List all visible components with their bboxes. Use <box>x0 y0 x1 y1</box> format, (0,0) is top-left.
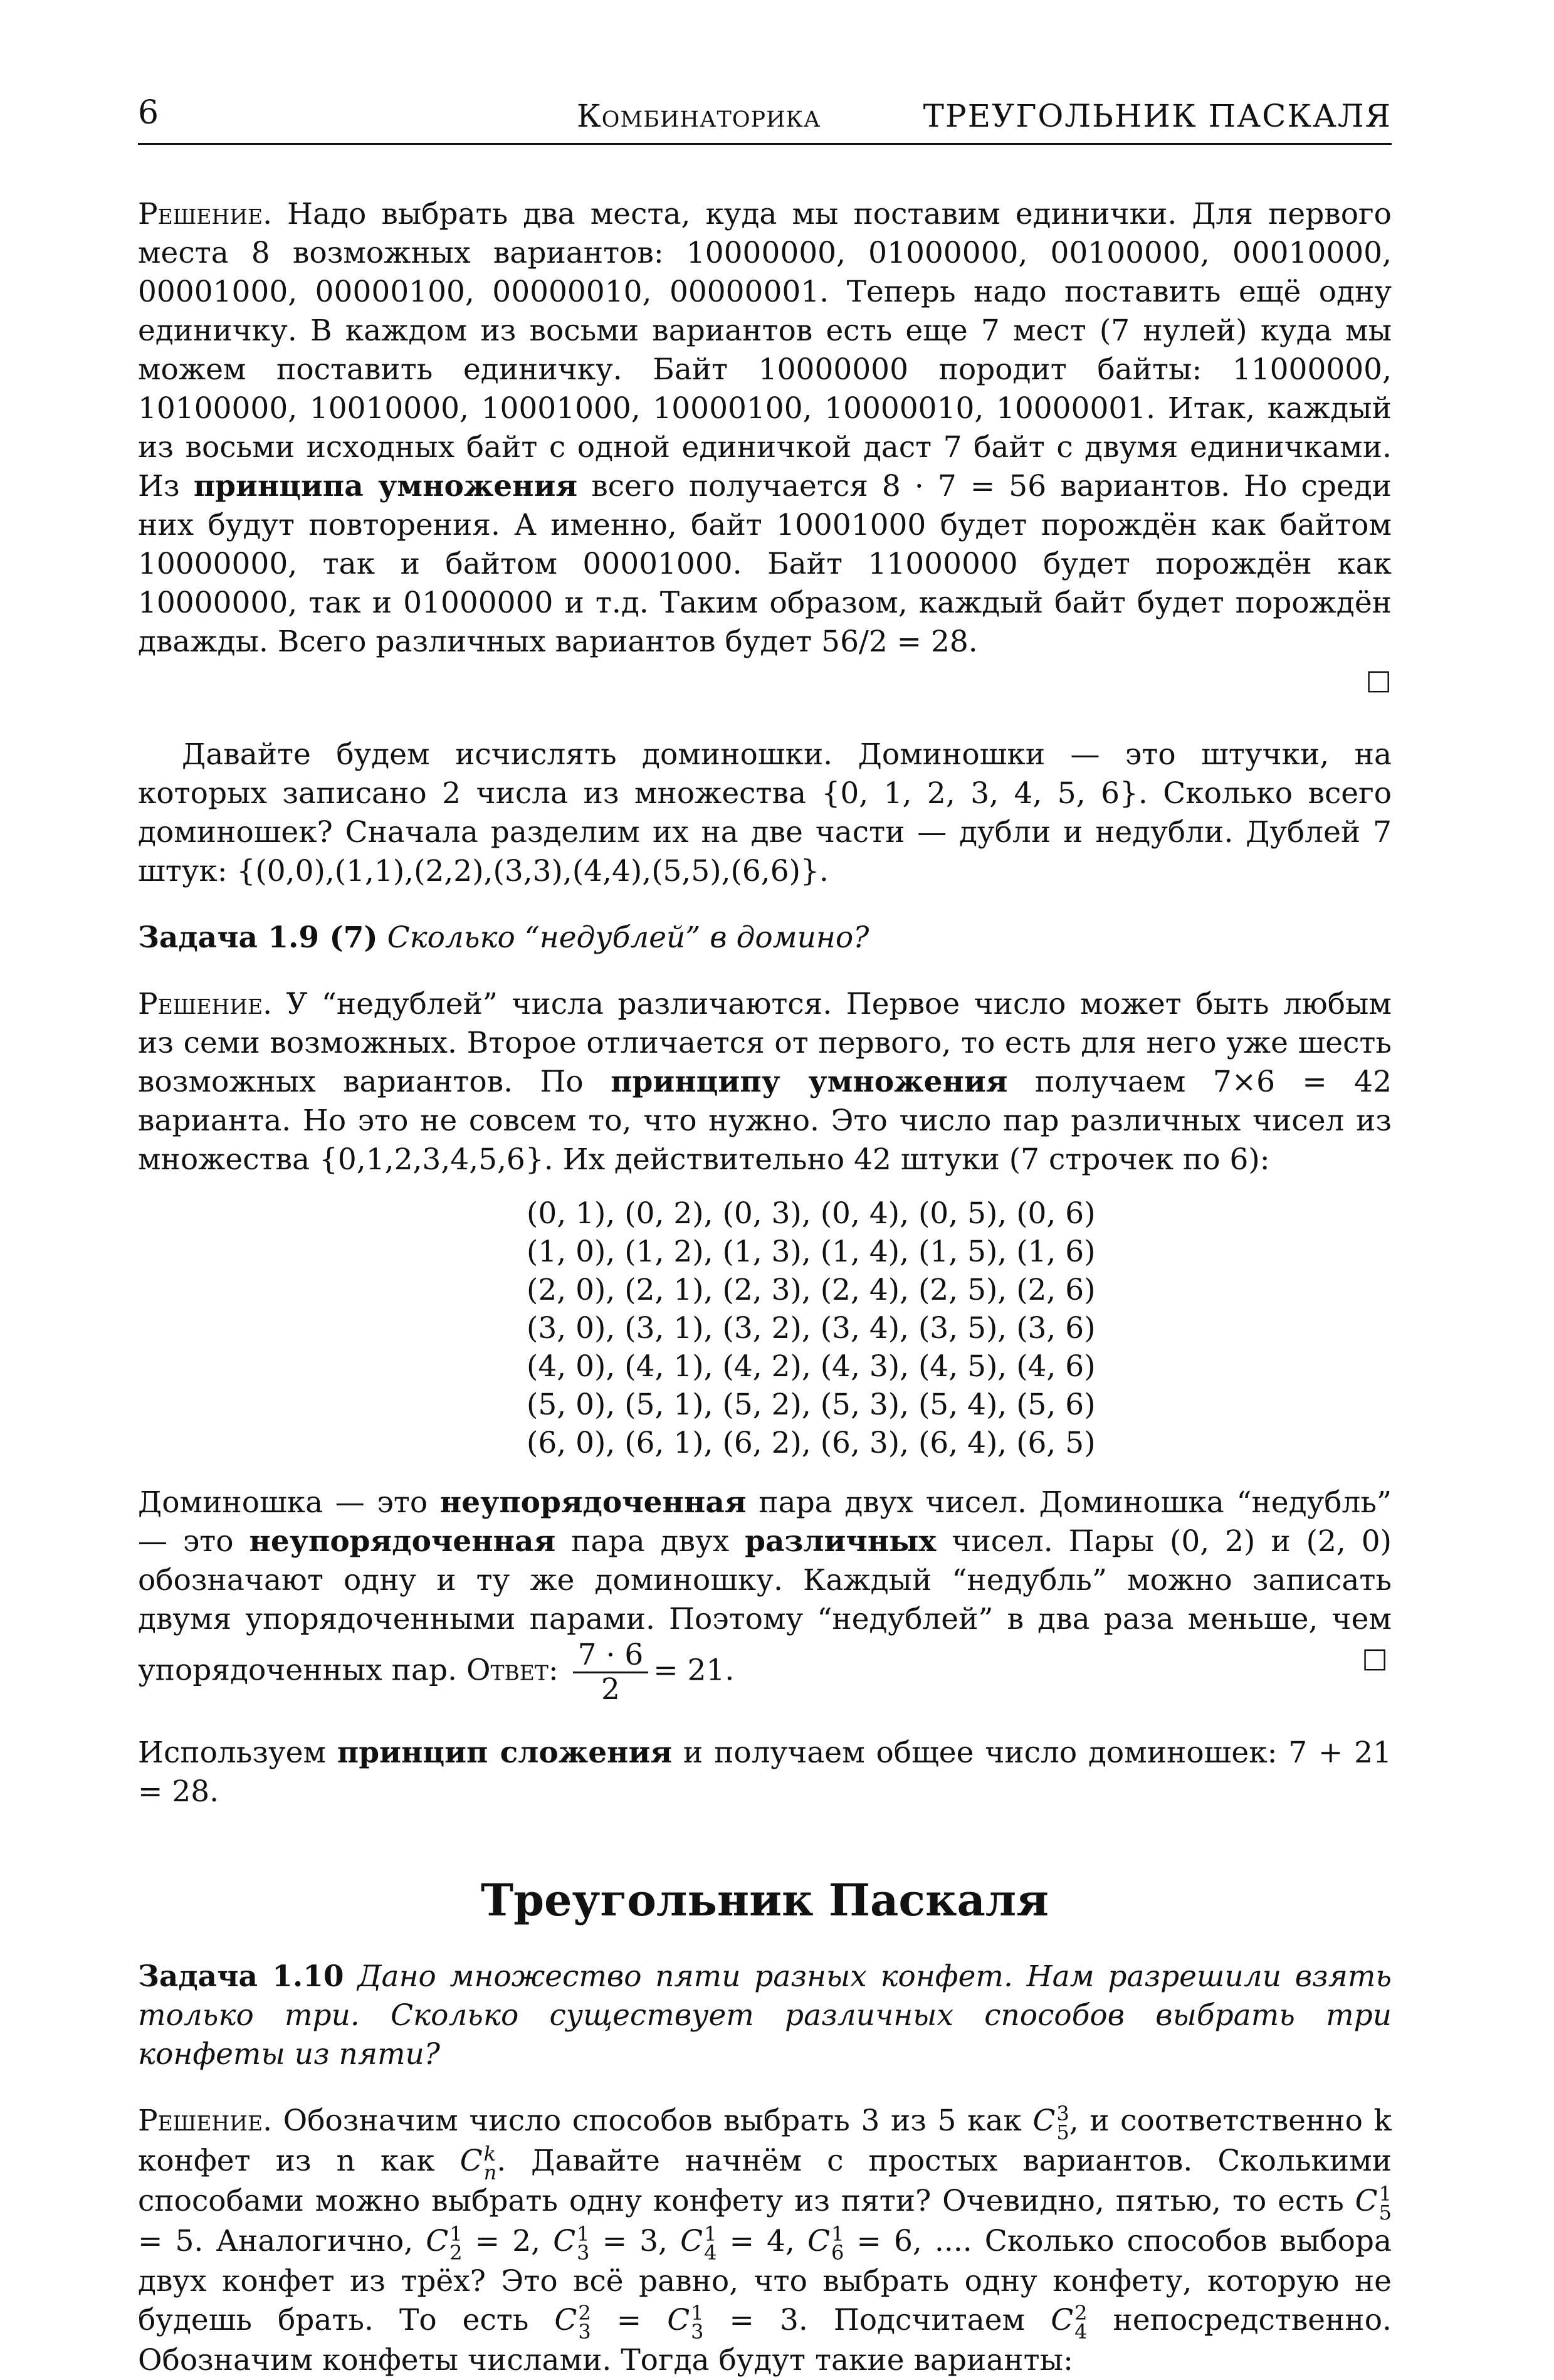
unordered-pair-paragraph: Доминошка — это неупорядоченная пара двух чисел. Доминошка “недубль” — это неупорядоченная пара двух различных чисел. Пары (0, 2) и (2, 0) обозначают одну и ту же доминошку. Каждый “недубль” можно записать двумя упорядоченными парами. Поэтому “недублей” в два раза меньше, чем упорядоченных пар. Ответ: $\frac{7 \cdot 6}{2}$ = 21. □ <box>138 1485 1392 1707</box>
solution-paragraph-1: Решение. Надо выбрать два места, куда мы поставим единички. Для первого места 8 возможных вариантов: 10000000, 01000000, 00100000, 00010000, 00001000, 00000100, 00000010, 00000001. Теперь надо поставить ещё одну единичку. В каждом из восьми вариантов есть еще 7 мест (7 нулей) куда мы можем поставить единичку. Байт 10000000 породит байты: 11000000, 10100000, 10010000, 10001000, 10000100, 10000010, 10000001. Итак, каждый из восьми исходных байт с одной единичкой даст 7 байт с двумя единичками. Из принципа умножения всего получается 8 · 7 = 56 вариантов. Но среди них будут повторения. А именно, байт 10001000 будет порождён как байтом 10000000, так и байтом 00001000. Байт 11000000 будет порождён как 10000000, так и 01000000 и т.д. Таким образом, каждый байт будет порождён дважды. Всего различных вариантов будет 56/2 = 28. <box>138 197 1392 659</box>
header-section: Комбинаторика <box>577 98 821 134</box>
solution-paragraph-2: Решение. У “недублей” числа различаются. Первое число может быть любым из семи возможных. Второе отличается от первого, то есть для него уже шесть возможных вариантов. По принципу умножения получаем 7×6 = 42 варианта. Но это не совсем то, что нужно. Это число пар различных чисел из множества {0,1,2,3,4,5,6}. Их действительно 42 штуки (7 строчек по 6): <box>138 987 1392 1177</box>
task-label: Задача 1.9 (7) <box>138 920 378 955</box>
pairs-row: (2, 0), (2, 1), (2, 3), (2, 4), (2, 5), (2, 6) <box>527 1273 1096 1307</box>
qed-mark: □ <box>1365 664 1392 696</box>
header-title: ТРЕУГОЛЬНИК ПАСКАЛЯ <box>923 98 1392 134</box>
pairs-row: (6, 0), (6, 1), (6, 2), (6, 3), (6, 4), (6, 5) <box>527 1426 1096 1460</box>
answer-fraction: $\frac{7 \cdot 6}{2}$ <box>573 1639 649 1706</box>
ordered-pairs-list <box>527 1194 1096 1462</box>
qed-mark-inline: □ <box>1362 1642 1388 1674</box>
pairs-row: (5, 0), (5, 1), (5, 2), (5, 3), (5, 4), (5, 6) <box>527 1387 1096 1422</box>
running-header <box>138 94 1392 145</box>
page-number: 6 <box>138 94 159 132</box>
task-1-10: Задача 1.10 Дано множество пяти разных конфет. Нам разрешили взять только три. Сколько существует различных способов выбрать три конфеты из пяти? <box>138 1959 1392 2072</box>
answer-label: Ответ: <box>466 1653 559 1688</box>
dominoes-paragraph: Давайте будем исчислять доминошки. Доминошки — это штучки, на которых записано 2 числа из множества {0, 1, 2, 3, 4, 5, 6}. Сколько всего доминошек? Сначала разделим их на две части — дубли и недубли. Дублей 7 штук: {(0,0),(1,1),(2,2),(3,3),(4,4),(5,5),(6,6)}. <box>138 737 1392 888</box>
pairs-row: (1, 0), (1, 2), (1, 3), (1, 4), (1, 5), (1, 6) <box>527 1235 1096 1269</box>
pairs-row: (3, 0), (3, 1), (3, 2), (3, 4), (3, 5), (3, 6) <box>527 1311 1096 1345</box>
task-1-9: Задача 1.9 (7) Сколько “недублей” в домино? <box>138 920 869 955</box>
pairs-row: (0, 1), (0, 2), (0, 3), (0, 4), (0, 5), (0, 6) <box>527 1196 1096 1231</box>
sum-principle-paragraph: Используем принцип сложения и получаем общее число доминошек: 7 + 21 = 28. <box>138 1735 1392 1809</box>
task-label: Задача 1.10 <box>138 1959 344 1994</box>
solution-label: Решение. <box>138 197 273 231</box>
solution-paragraph-3: Решение. Обозначим число способов выбрать 3 из 5 как C 3 5 , и соответственно k конфет из n как C k n . Давайте начнём с простых вариантов. Сколькими способами можно выбрать одну конфету из пяти? Очевидно, пятью, то есть C 1 5 = 5. Аналогично, C 1 2 = 2, C 1 3 = 3, C 1 4 = 4, C 1 6 = 6, .... Сколько способов выбора двух конфет из трёх? Это всё равно, что выбрать одну конфету, которую не будешь брать. То есть C 2 3 = C 1 3 = 3. Подсчитаем C 2 4 непосредственно. Обозначим конфеты числами. Тогда будут такие варианты: <box>138 2102 1392 2377</box>
section-title: Треугольник Паскаля <box>481 1874 1049 1926</box>
page <box>138 94 1392 2380</box>
pairs-row: (4, 0), (4, 1), (4, 2), (4, 3), (4, 5), (4, 6) <box>527 1349 1096 1384</box>
